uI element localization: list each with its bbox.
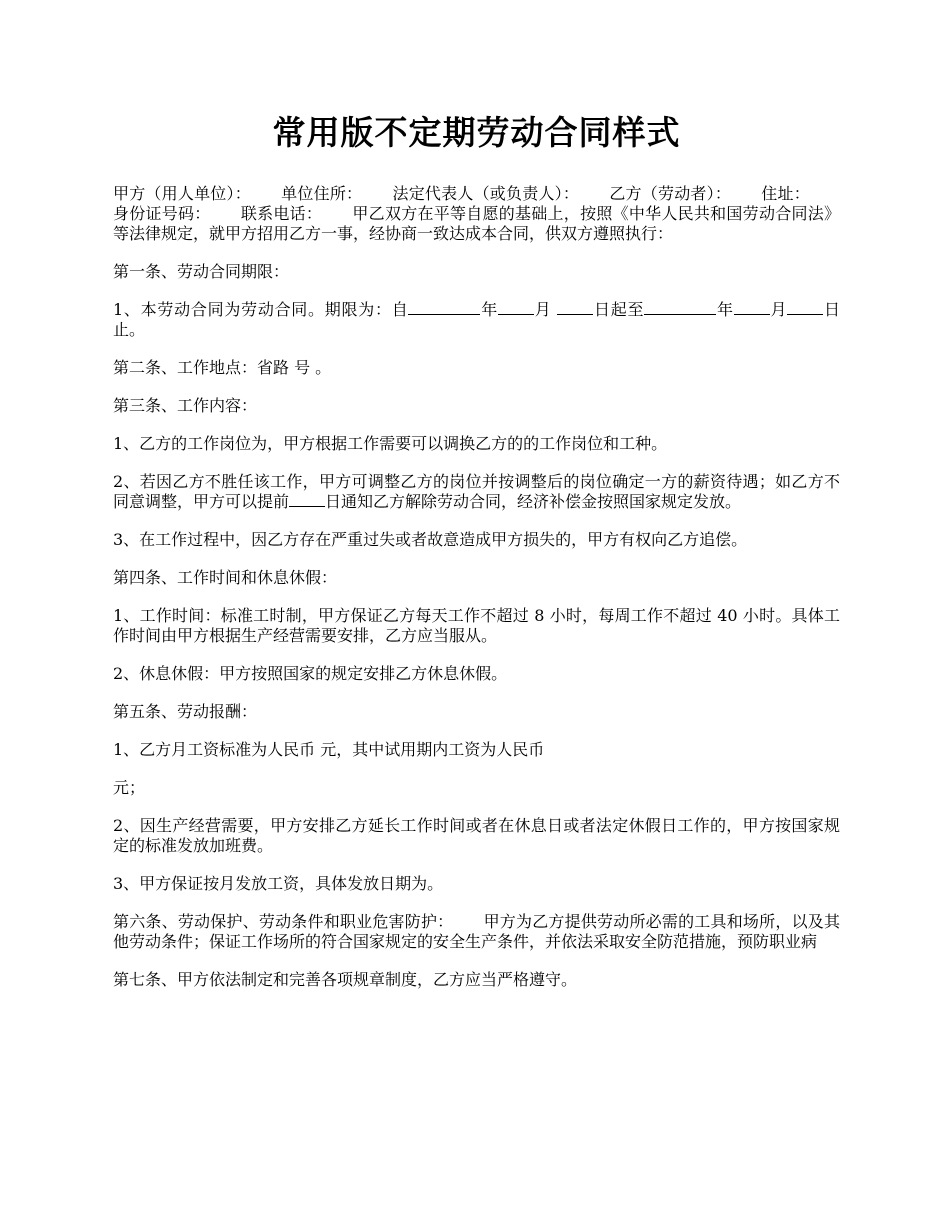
article-1-heading: 第一条、劳动合同期限： xyxy=(113,262,290,281)
phone-label: 联系电话： xyxy=(240,204,323,223)
item-2-lead: 2、若因乙方不胜任该工作，甲方可调整乙方的岗位并按调整后的岗位确定一方的薪资待遇；如乙方不同意调整，甲方可以提前 xyxy=(113,472,840,511)
article-1-item-1 xyxy=(113,300,840,340)
preamble-text: 甲乙双方在平等自愿的基础上，按照《中华人民共和国劳动合同法》等法律规定，就甲方招用乙方一事，经协商一致达成本合同，供双方遵照执行： xyxy=(113,204,840,243)
article-4-item-1: 1、工作时间：标准工时制，甲方保证乙方每天工作不超过 8 小时，每周工作不超过 40 小时。具体工作时间由甲方根据生产经营需要安排，乙方应当服从。 xyxy=(113,606,840,645)
article-2: 第二条、工作地点：省路 号 。 xyxy=(113,358,332,377)
day-until-label: 日止。 xyxy=(113,300,840,339)
blank-start-day xyxy=(557,300,593,315)
article-3-item-3: 3、在工作过程中，因乙方存在严重过失或者故意造成甲方损失的，甲方有权向乙方追偿。 xyxy=(113,530,748,549)
month-label: 月 xyxy=(533,300,552,319)
blank-end-month xyxy=(734,300,770,315)
article-3-item-1: 1、乙方的工作岗位为，甲方根据工作需要可以调换乙方的的工作岗位和工种。 xyxy=(113,434,668,453)
address-label: 单位住所： xyxy=(280,184,363,203)
item-2-rest: 日通知乙方解除劳动合同，经济补偿金按照国家规定发放。 xyxy=(325,492,742,511)
id-number-label: 身份证号码： xyxy=(113,204,211,223)
article-3-item-2 xyxy=(113,472,840,512)
party-b-label: 乙方（劳动者）： xyxy=(609,184,732,203)
article-5-item-2: 2、因生产经营需要，甲方安排乙方延长工作时间或者在休息日或者法定休假日工作的，甲方按国家规定的标准发放加班费。 xyxy=(113,816,840,855)
residence-label: 住址： xyxy=(761,184,810,203)
year-label: 年 xyxy=(480,300,498,319)
article-4-heading: 第四条、工作时间和休息休假： xyxy=(113,568,338,587)
article-5-item-1-cont: 元； xyxy=(113,778,146,797)
article-3-heading: 第三条、工作内容： xyxy=(113,396,258,415)
article-5-item-1: 1、乙方月工资标准为人民币 元，其中试用期内工资为人民币 xyxy=(113,740,545,759)
header-paragraph xyxy=(113,184,840,244)
article-6 xyxy=(113,912,840,952)
article-5-heading: 第五条、劳动报酬： xyxy=(113,702,258,721)
blank-start-year xyxy=(408,300,480,315)
article-7: 第七条、甲方依法制定和完善各项规章制度，乙方应当严格遵守。 xyxy=(113,970,578,989)
year-label-2: 年 xyxy=(716,300,734,319)
legal-rep-label: 法定代表人（或负责人）： xyxy=(392,184,580,203)
article-6-text: 甲方为乙方提供劳动所必需的工具和场所，以及其他劳动条件；保证工作场所的符合国家规定的安全生产条件，并依法采取安全防范措施，预防职业病 xyxy=(113,912,840,951)
blank-end-day xyxy=(787,300,823,315)
blank-notice-days xyxy=(289,492,325,507)
month-label-2: 月 xyxy=(769,300,788,319)
term-lead-text: 1、本劳动合同为劳动合同。期限为：自 xyxy=(113,300,409,319)
document-title: 常用版不定期劳动合同样式 xyxy=(272,113,681,152)
day-from-label: 日起至 xyxy=(593,300,645,319)
blank-start-month xyxy=(498,300,534,315)
party-a-label: 甲方（用人单位）： xyxy=(113,184,251,203)
article-5-item-3: 3、甲方保证按月发放工资，具体发放日期为。 xyxy=(113,874,444,893)
article-6-heading: 第六条、劳动保护、劳动条件和职业危害防护： xyxy=(113,912,454,931)
blank-end-year xyxy=(644,300,716,315)
article-4-item-2: 2、休息休假：甲方按照国家的规定安排乙方休息休假。 xyxy=(113,664,508,683)
